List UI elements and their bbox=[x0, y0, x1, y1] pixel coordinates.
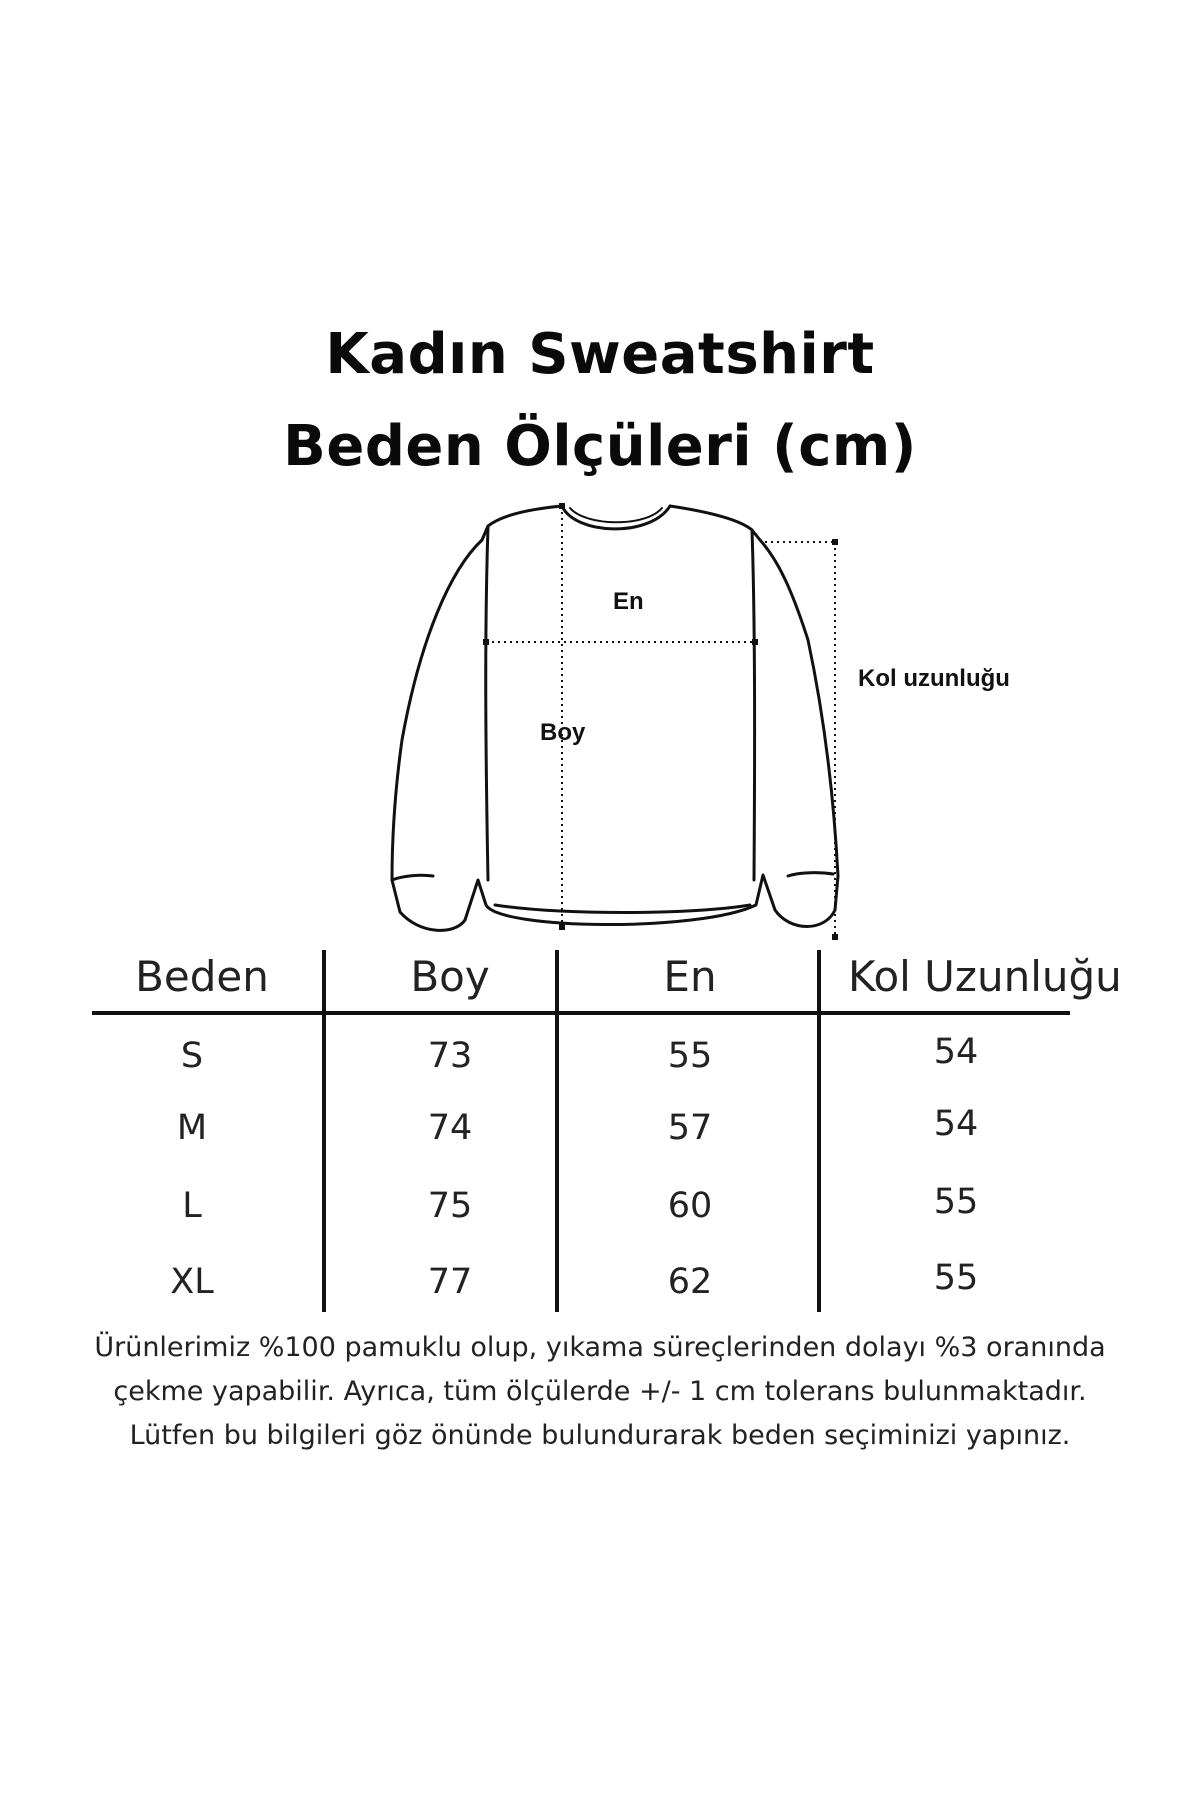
diagram-label-boy: Boy bbox=[540, 719, 586, 746]
diagram-label-en: En bbox=[613, 588, 644, 615]
header-boy: Boy bbox=[410, 952, 490, 1001]
cell-boy: 73 bbox=[427, 1036, 473, 1076]
cell-en: 60 bbox=[667, 1186, 713, 1226]
diagram-label-sleeve: Kol uzunluğu bbox=[858, 665, 1010, 692]
cell-size: XL bbox=[170, 1262, 214, 1302]
header-beden: Beden bbox=[135, 952, 269, 1001]
cell-kol: 55 bbox=[933, 1182, 979, 1222]
cell-kol: 54 bbox=[933, 1032, 979, 1072]
cell-kol: 55 bbox=[933, 1258, 979, 1298]
care-note-line: Lütfen bu bilgileri göz önünde bulundurarak beden seçiminizi yapınız. bbox=[129, 1420, 1071, 1451]
table-column-divider bbox=[322, 950, 326, 1312]
care-note-line: Ürünlerimiz %100 pamuklu olup, yıkama süreçlerinden dolayı %3 oranında bbox=[94, 1332, 1106, 1363]
cell-kol: 54 bbox=[933, 1104, 979, 1144]
cell-boy: 77 bbox=[427, 1262, 473, 1302]
care-note-line: çekme yapabilir. Ayrıca, tüm ölçülerde +/- 1 cm tolerans bulunmaktadır. bbox=[113, 1376, 1087, 1407]
cell-size: S bbox=[180, 1036, 204, 1076]
table-header-rule bbox=[92, 1011, 1070, 1015]
cell-en: 57 bbox=[667, 1108, 713, 1148]
cell-size: L bbox=[182, 1186, 202, 1226]
header-en: En bbox=[663, 952, 717, 1001]
cell-en: 62 bbox=[667, 1262, 713, 1302]
table-column-divider bbox=[817, 950, 821, 1312]
cell-size: M bbox=[176, 1108, 208, 1148]
cell-boy: 74 bbox=[427, 1108, 473, 1148]
cell-en: 55 bbox=[667, 1036, 713, 1076]
page-subtitle: Beden Ölçüleri (cm) bbox=[283, 414, 917, 479]
page-title: Kadın Sweatshirt bbox=[325, 322, 875, 387]
header-kol-uzunlugu: Kol Uzunluğu bbox=[848, 952, 1122, 1001]
cell-boy: 75 bbox=[427, 1186, 473, 1226]
table-column-divider bbox=[555, 950, 559, 1312]
